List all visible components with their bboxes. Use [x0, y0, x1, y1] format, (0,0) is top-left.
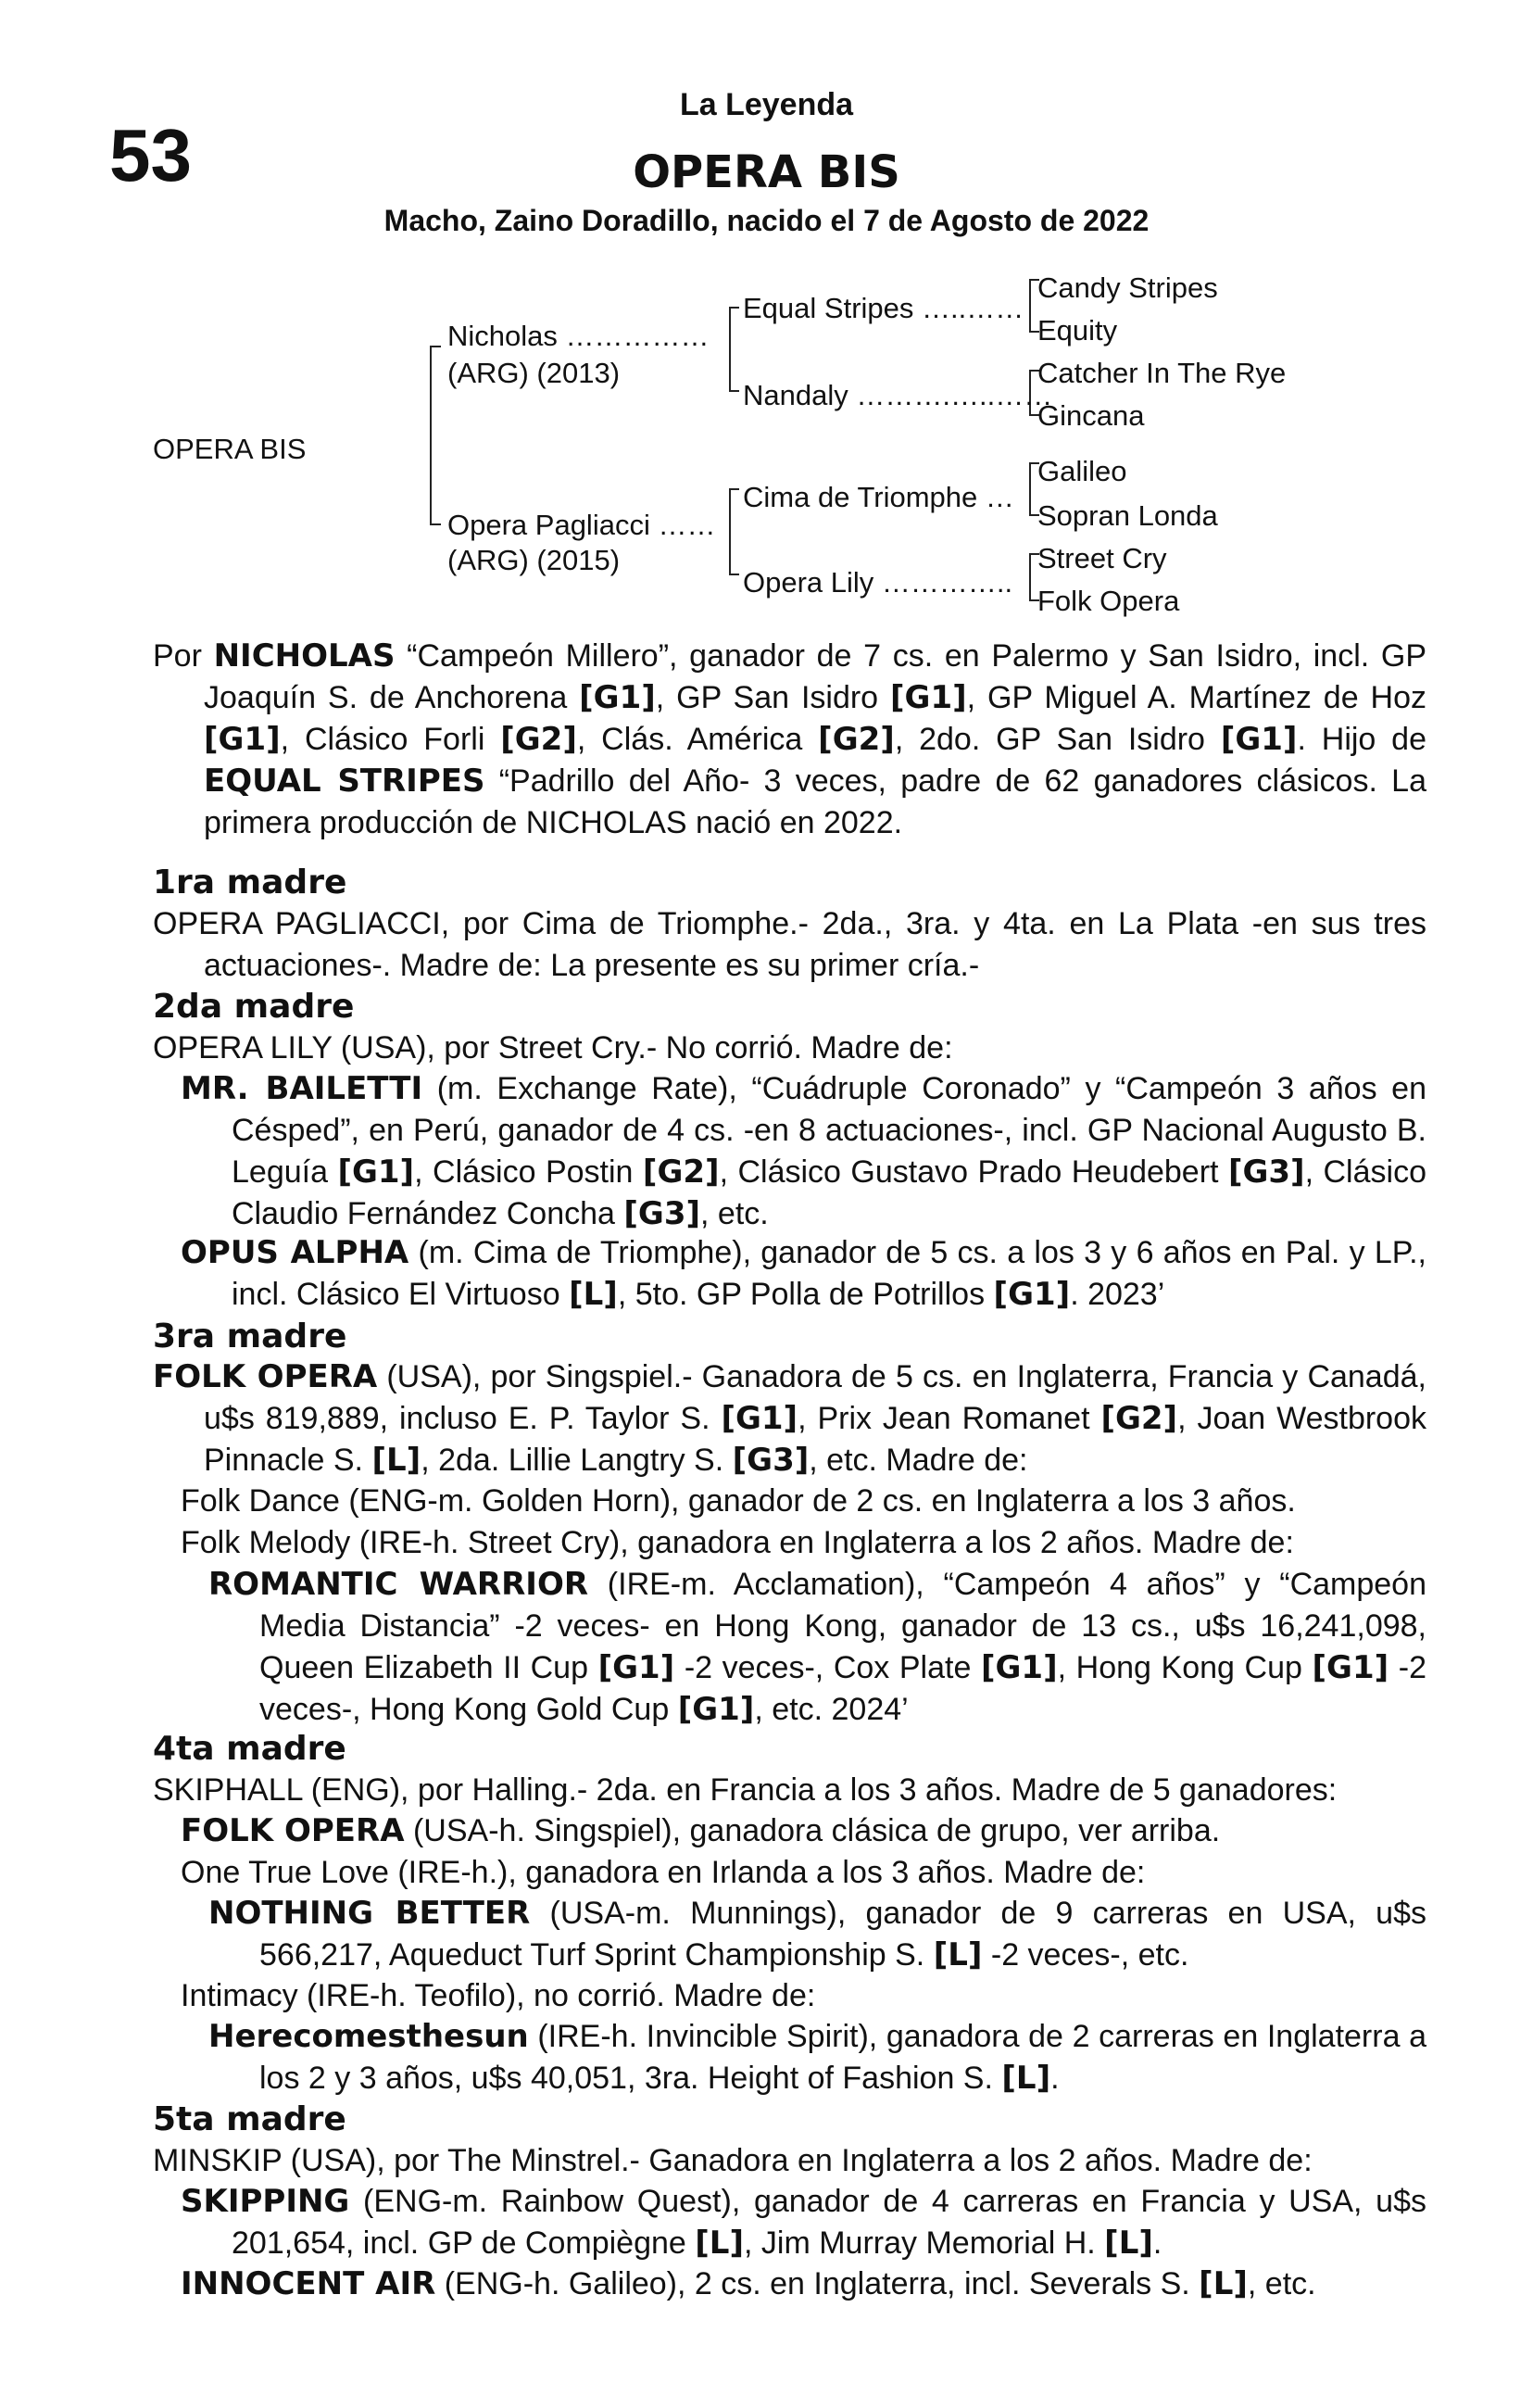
pedigree-dam: Opera Pagliacci ……	[447, 509, 716, 541]
pedigree-sss: Candy Stripes	[1037, 271, 1218, 304]
section-title-4ta-madre: 4ta madre	[153, 1730, 346, 1768]
m3-grandproduce-romantic-warrior: ROMANTIC WARRIOR (IRE-m. Acclamation), “Campeón 4 años” y “Campeón Media Distancia” -2 veces- en Hong Kong, ganador de 13 cs., u$s 16,241,098, Queen Elizabeth II Cup [G1] -2 veces-, Cox Plate [G1], Hong Kong Cup [G1] -2 veces-, Hong Kong Gold Cup [G1], etc. 2024’	[208, 1566, 1427, 1728]
section-title-3ra-madre: 3ra madre	[153, 1317, 347, 1355]
pedigree-dam-sire: Cima de Triomphe …	[743, 481, 1014, 513]
m2-produce-opus-alpha: OPUS ALPHA (m. Cima de Triomphe), ganador de 5 cs. a los 3 y 6 años en Pal. y LP., incl. Clásico El Virtuoso [L], 5to. GP Polla de Potrillos [G1]. 2023’	[181, 1234, 1426, 1313]
pedigree-dsd: Sopran Londa	[1037, 499, 1218, 532]
m1-paragraph: OPERA PAGLIACCI, por Cima de Triomphe.- 2da., 3ra. y 4ta. en La Plata -en sus tres actuaciones-. Madre de: La presente es su primer cría.-	[153, 906, 1426, 983]
m4-produce-folk-opera: FOLK OPERA (USA-h. Singspiel), ganadora clásica de grupo, ver arriba.	[181, 1812, 1221, 1849]
pedigree-sdd: Gincana	[1037, 399, 1145, 432]
lot-number: 53	[109, 114, 192, 196]
m4-grandproduce-herecomesthesun: Herecomesthesun (IRE-h. Invincible Spirit), ganadora de 2 carreras en Inglaterra a los 2 y 3 años, u$s 40,051, 3ra. Height of Fashion S. [L].	[208, 2018, 1426, 2097]
horse-name: OPERA BIS	[633, 146, 900, 198]
pedigree-sire-info: (ARG) (2013)	[447, 357, 621, 389]
sire-paragraph: Por NICHOLAS “Campeón Millero”, ganador de 7 cs. en Palermo y San Isidro, incl. GP Joaquín S. de Anchorena [G1], GP San Isidro [G1], GP Miguel A. Martínez de Hoz [G1], Clásico Forli [G2], Clás. América [G2], 2do. GP San Isidro [G1]. Hijo de EQUAL STRIPES “Padrillo del Año- 3 veces, padre de 62 ganadores clásicos. La primera producción de NICHOLAS nació en 2022.	[153, 637, 1426, 840]
m3-produce-folk-melody: Folk Melody (IRE-h. Street Cry), ganadora en Inglaterra a los 2 años. Madre de:	[181, 1525, 1294, 1560]
m4-paragraph: SKIPHALL (ENG), por Halling.- 2da. en Francia a los 3 años. Madre de 5 ganadores:	[153, 1772, 1338, 1808]
section-title-2da-madre: 2da madre	[153, 988, 355, 1026]
pedigree-sire-sire: Equal Stripes …..……	[743, 292, 1024, 324]
pedigree-sds: Catcher In The Rye	[1037, 357, 1287, 389]
pedigree-dds: Street Cry	[1037, 542, 1167, 574]
m3-paragraph: FOLK OPERA (USA), por Singspiel.- Ganadora de 5 cs. en Inglaterra, Francia y Canadá, u$s 819,889, incluso E. P. Taylor S. [G1], Prix Jean Romanet [G2], Joan Westbrook Pinnacle S. [L], 2da. Lillie Langtry S. [G3], etc. Madre de:	[153, 1358, 1426, 1479]
m2-produce-mr-bailetti: MR. BAILETTI (m. Exchange Rate), “Cuádruple Coronado” y “Campeón 3 años en Césped”, en Perú, ganador de 4 cs. -en 8 actuaciones-, incl. GP Nacional Augusto B. Leguía [G1], Clásico Postin [G2], Clásico Gustavo Prado Heudebert [G3], Clásico Claudio Fernández Concha [G3], etc.	[181, 1070, 1426, 1232]
section-title-1ra-madre: 1ra madre	[153, 864, 347, 901]
m4-produce-one-true-love: One True Love (IRE-h.), ganadora en Irlanda a los 3 años. Madre de:	[181, 1855, 1146, 1890]
horse-description: Macho, Zaino Doradillo, nacido el 7 de Agosto de 2022	[383, 204, 1150, 237]
m5-paragraph: MINSKIP (USA), por The Minstrel.- Ganadora en Inglaterra a los 2 años. Madre de:	[153, 2143, 1313, 2178]
m4-grandproduce-nothing-better: NOTHING BETTER (USA-m. Munnings), ganador de 9 carreras en USA, u$s 566,217, Aqueduct Turf Sprint Championship S. [L] -2 veces-, etc.	[208, 1895, 1426, 1973]
owner-name: La Leyenda	[679, 87, 854, 122]
section-title-5ta-madre: 5ta madre	[153, 2100, 346, 2138]
pedigree-ddd: Folk Opera	[1037, 585, 1180, 617]
pedigree-sire: Nicholas ……………	[447, 320, 710, 352]
pedigree-dam-info: (ARG) (2015)	[447, 544, 621, 576]
m5-produce-skipping: SKIPPING (ENG-m. Rainbow Quest), ganador de 4 carreras en Francia y USA, u$s 201,654, incl. GP de Compiègne [L], Jim Murray Memorial H. [L].	[181, 2183, 1426, 2262]
pedigree-dss: Galileo	[1037, 455, 1127, 487]
pedigree-subject: OPERA BIS	[153, 433, 307, 465]
m3-produce-folk-dance: Folk Dance (ENG-m. Golden Horn), ganador de 2 cs. en Inglaterra a los 3 años.	[181, 1483, 1296, 1519]
m2-paragraph: OPERA LILY (USA), por Street Cry.- No corrió. Madre de:	[153, 1030, 953, 1065]
pedigree-dam-dam: Opera Lily …………..	[743, 566, 1013, 599]
pedigree-ssd: Equity	[1037, 314, 1118, 347]
m4-produce-intimacy: Intimacy (IRE-h. Teofilo), no corrió. Madre de:	[181, 1978, 816, 2013]
m5-produce-innocent-air: INNOCENT AIR (ENG-h. Galileo), 2 cs. en Inglaterra, incl. Severals S. [L], etc.	[181, 2265, 1316, 2302]
pedigree-sire-dam: Nandaly ……….…..……	[743, 379, 1053, 411]
